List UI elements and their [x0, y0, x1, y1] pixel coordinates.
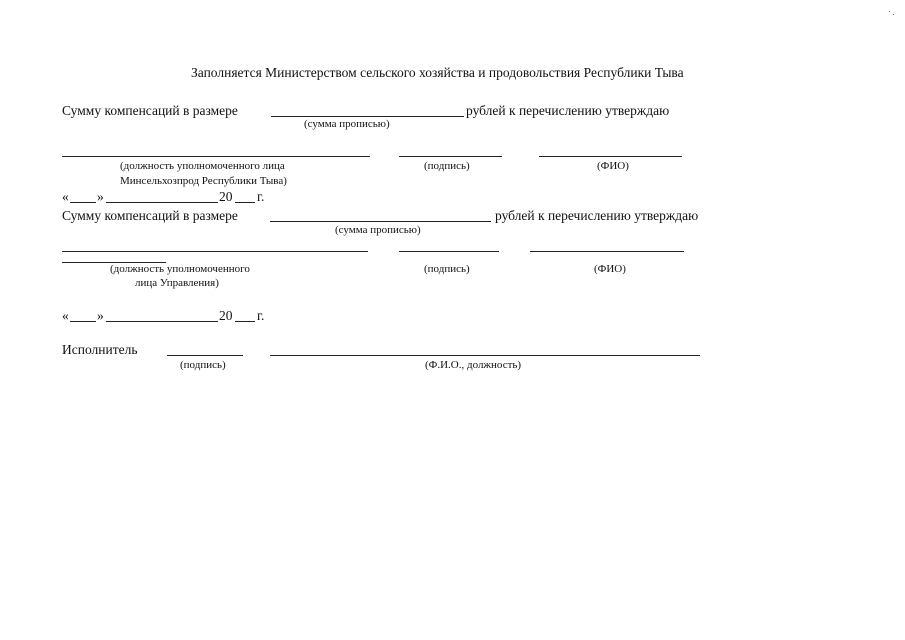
- date-year-prefix-1: 20: [219, 189, 233, 204]
- sum-caption-2: (сумма прописью): [335, 224, 421, 236]
- executor-signature-caption: (подпись): [180, 359, 226, 371]
- sum-suffix-2: рублей к перечислению утверждаю: [495, 208, 699, 223]
- executor-name-position-field[interactable]: [270, 355, 700, 356]
- date-month-field-2[interactable]: [106, 321, 218, 322]
- date-close-quote-2: »: [97, 308, 104, 323]
- date-month-field-1[interactable]: [106, 202, 218, 203]
- date-close-quote-1: »: [97, 189, 104, 204]
- sum-label-2: Сумму компенсаций в размере: [62, 208, 238, 223]
- position-field-2[interactable]: [62, 251, 368, 252]
- signature-caption-1: (подпись): [424, 160, 470, 172]
- date-year-field-1[interactable]: [235, 202, 255, 203]
- sum-field-2[interactable]: [270, 221, 491, 222]
- position-caption-1b: Минсельхозпрод Республики Тыва): [120, 175, 287, 187]
- executor-name-position-caption: (Ф.И.О., должность): [425, 359, 522, 371]
- date-year-field-2[interactable]: [235, 321, 255, 322]
- name-field-1[interactable]: [539, 156, 682, 157]
- date-day-field-2[interactable]: [70, 321, 96, 322]
- name-field-2[interactable]: [530, 251, 684, 252]
- sum-field-1[interactable]: [271, 116, 464, 117]
- scan-speck: [889, 11, 890, 12]
- signature-field-2[interactable]: [399, 251, 499, 252]
- position-caption-2a: (должность уполномоченного: [110, 263, 250, 275]
- date-year-suffix-2: г.: [257, 308, 265, 323]
- date-year-suffix-1: г.: [257, 189, 265, 204]
- position-field-1[interactable]: [62, 156, 370, 157]
- executor-label: Исполнитель: [62, 342, 138, 357]
- date-open-quote-2: «: [62, 308, 69, 323]
- scan-speck: [893, 14, 894, 15]
- sum-label-1: Сумму компенсаций в размере: [62, 103, 238, 118]
- signature-caption-2: (подпись): [424, 263, 470, 275]
- sum-caption-1: (сумма прописью): [304, 118, 390, 130]
- name-caption-1: (ФИО): [597, 160, 629, 172]
- sum-suffix-1: рублей к перечислению утверждаю: [466, 103, 670, 118]
- date-year-prefix-2: 20: [219, 308, 233, 323]
- position-caption-2b: лица Управления): [135, 277, 219, 289]
- executor-signature-field[interactable]: [167, 355, 243, 356]
- form-header: Заполняется Министерством сельского хозяйства и продовольствия Республики Тыва: [191, 65, 684, 80]
- date-open-quote-1: «: [62, 189, 69, 204]
- date-day-field-1[interactable]: [70, 202, 96, 203]
- signature-field-1[interactable]: [399, 156, 502, 157]
- position-caption-1a: (должность уполномоченного лица: [120, 160, 285, 172]
- name-caption-2: (ФИО): [594, 263, 626, 275]
